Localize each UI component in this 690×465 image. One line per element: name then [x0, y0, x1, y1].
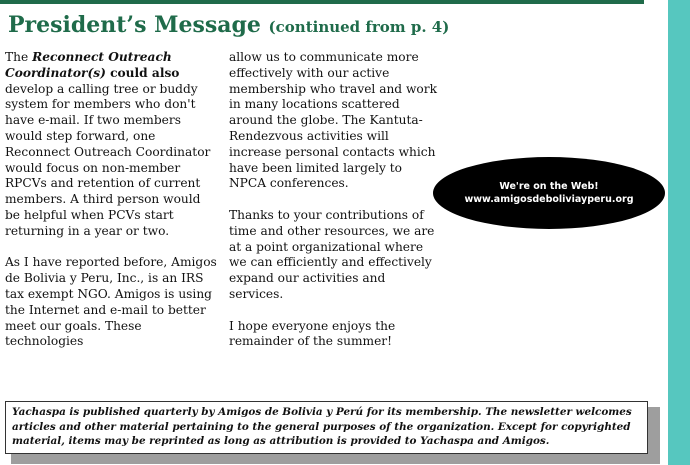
- website-link[interactable]: www.amigosdeboliviayperu.org: [464, 194, 634, 205]
- paragraph-reconnect: [5, 50, 217, 240]
- paragraph-lead: The: [5, 50, 33, 64]
- web-badge: [433, 157, 665, 229]
- page-title: [8, 12, 449, 38]
- paragraph-communicate: allow us to communicate more effectively with our active membership who travel and work in many locations scattered around the globe. The Kantuta-Rendezvous activities will increase personal contacts which have been limited largely to NPCA conferences.: [229, 50, 437, 191]
- top-rule: [0, 0, 644, 4]
- side-accent-bar: [668, 0, 690, 465]
- paragraph-irs: As I have reported before, Amigos de Bolivia y Peru, Inc., is an IRS tax exempt NGO. Amigos is using the Internet and e-mail to better meet our goals. These technologies: [5, 255, 217, 349]
- continuation-note: (continued from p. 4): [268, 18, 450, 36]
- article-column-2: [229, 50, 438, 366]
- bold-phrase: could also: [105, 65, 180, 80]
- paragraph-closing: I hope everyone enjoys the remainder of the summer!: [229, 318, 396, 349]
- article-column-1: [5, 50, 217, 366]
- publication-notice-text: Yachaspa is published quarterly by Amigos de Bolivia y Perú for its membership. The newsletter welcomes articles and other material pertaining to the general purposes of the organization. Except for copyrighted material, items may be reprinted as long as attribution is provided to Yachaspa and Amigos.: [12, 406, 632, 447]
- publication-notice: [5, 401, 648, 454]
- title-text: President’s Message: [8, 12, 261, 38]
- coordinator-term: Reconnect Outreach Coordinator(s): [5, 50, 172, 80]
- paragraph-thanks: Thanks to your contributions of time and other resources, we are at a point organizational where we can efficiently and effectively expand our activities and services.: [229, 207, 435, 301]
- web-badge-heading: We're on the Web!: [499, 181, 599, 192]
- paragraph-body: develop a calling tree or buddy system for members who don't have e-mail. If two members would step forward, one Reconnect Outreach Coordinator would focus on non-member RPCVs and retention of current members. A third person would be helpful when PCVs start returning in a year or two.: [5, 81, 211, 238]
